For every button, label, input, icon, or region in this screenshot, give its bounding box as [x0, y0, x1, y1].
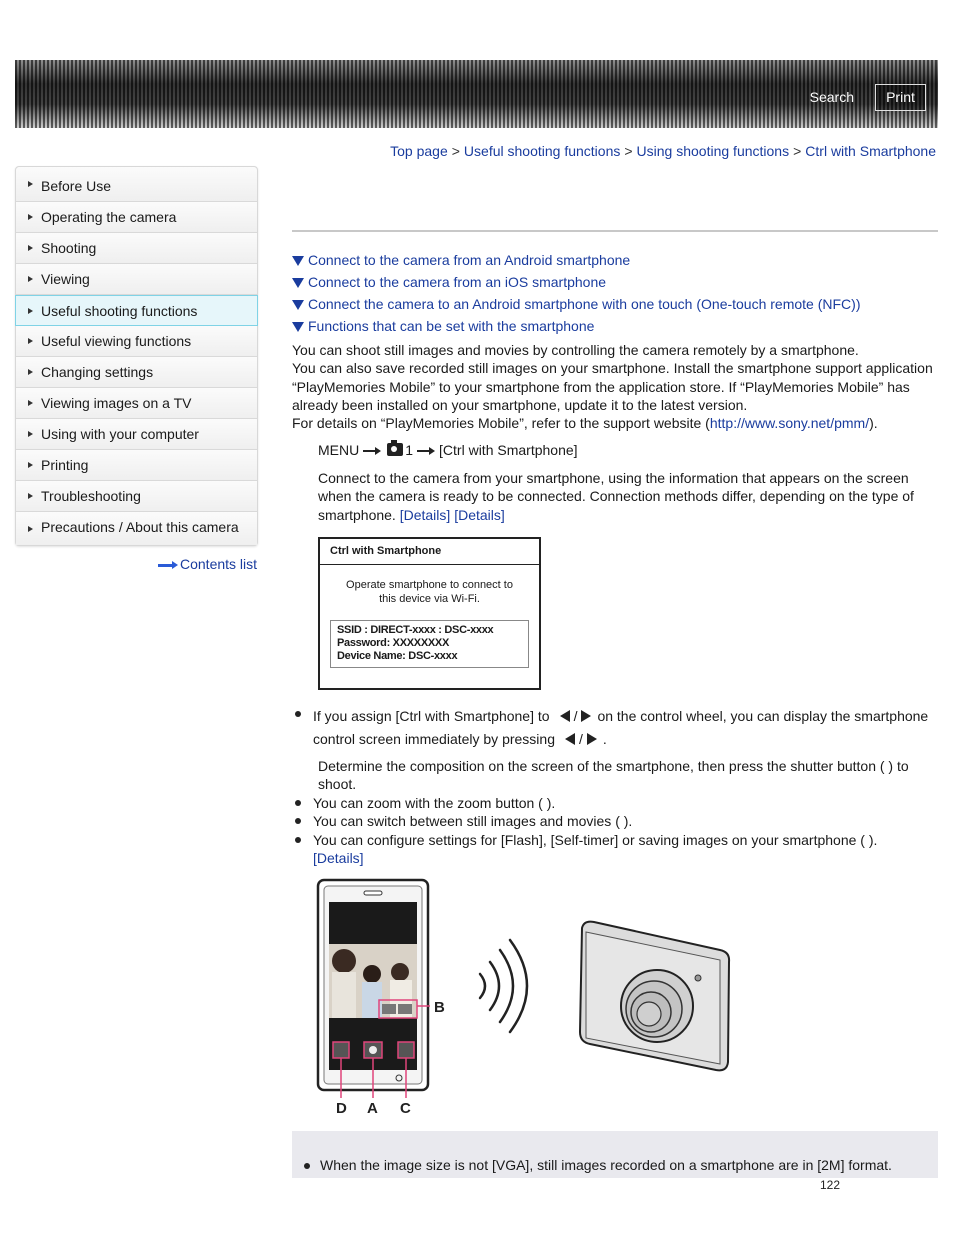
toc-item[interactable] [292, 274, 861, 296]
screen-message [320, 578, 539, 606]
label-b: B [434, 999, 445, 1016]
caret-right-icon [28, 400, 33, 406]
breadcrumb-ctrl-with-smartphone[interactable]: Ctrl with Smartphone [805, 143, 936, 159]
support-website-link[interactable]: http://www.sony.net/pmm/ [709, 415, 870, 432]
breadcrumb-useful-shooting-functions[interactable]: Useful shooting functions [463, 143, 621, 159]
intro-text: For details on “PlayMemories Mobile”, refer to the support website ( [292, 415, 710, 432]
header-bar [15, 60, 938, 128]
caret-right-icon [28, 369, 33, 375]
bullet-text: If you assign [Ctrl with Smartphone] to [313, 708, 550, 724]
smartphone-camera-illustration [312, 876, 742, 1121]
caret-right-icon [28, 276, 33, 282]
sidebar-item-using-with-your-computer[interactable] [16, 419, 257, 450]
caret-right-icon [28, 431, 33, 437]
triangle-down-icon [292, 278, 304, 288]
intro-line: You can also save recorded still images on your smartphone. Install the smartphone support application “PlayMemories Mobile” to your smartphone from the application store. If “PlayMemories Mobile” has already been installed on your smartphone, update it to the latest version. [292, 360, 933, 413]
toc-link[interactable]: Connect to the camera from an iOS smartphone [308, 274, 607, 290]
toc-item[interactable] [292, 252, 861, 274]
caret-right-icon [28, 526, 33, 532]
label-d: D [336, 1100, 347, 1117]
right-arrow-icon [581, 710, 591, 722]
toc-link[interactable]: Connect the camera to an Android smartphone with one touch (One-touch remote (NFC)) [308, 296, 861, 312]
wifi-signal-icon [480, 940, 527, 1032]
caret-right-icon [28, 462, 33, 468]
bullet-zoom [313, 794, 938, 812]
step-text: Determine the composition on the screen of the smartphone, then press the shutter button ( ) to shoot. [318, 758, 909, 793]
triangle-down-icon [292, 322, 304, 332]
sidebar-item-precautions[interactable] [16, 512, 257, 545]
toc-link[interactable]: Functions that can be set with the smartphone [308, 318, 595, 334]
screen-credentials [330, 620, 529, 668]
title-divider [292, 230, 938, 232]
sidebar-nav [15, 166, 258, 546]
sidebar-item-label: Precautions / About this camera [41, 519, 239, 535]
step-connect [318, 469, 938, 524]
label-a: A [367, 1100, 378, 1117]
contents-list-label[interactable]: Contents list [180, 556, 258, 572]
breadcrumb-separator: > [793, 143, 802, 159]
sidebar-item-printing[interactable] [16, 450, 257, 481]
bullet-text: on the control wheel, you can display the smartphone control screen immediately by pressing [313, 708, 929, 747]
caret-right-icon [28, 493, 33, 499]
sidebar-item-viewing[interactable] [16, 264, 257, 295]
slash-text: / [573, 708, 578, 724]
menu-label: MENU [318, 442, 360, 458]
sidebar-item-label: Using with your computer [41, 426, 199, 442]
sidebar-item-viewing-images-on-a-tv[interactable] [16, 388, 257, 419]
camera-icon [387, 443, 403, 456]
camera-screen-illustration [318, 537, 541, 690]
intro-line: You can shoot still images and movies by controlling the camera remotely by a smartphone. [292, 342, 859, 358]
sidebar-item-changing-settings[interactable] [16, 357, 257, 388]
digital-camera-icon [580, 922, 729, 1071]
left-arrow-icon [565, 733, 575, 745]
sidebar-item-label: Viewing [41, 271, 90, 287]
screen-message-line: Operate smartphone to connect to [346, 579, 513, 591]
arrow-right-icon [158, 561, 178, 569]
sidebar-item-shooting[interactable] [16, 233, 257, 264]
toc-item[interactable] [292, 296, 861, 318]
bullet-text: You can configure settings for [Flash], [Self-timer] or saving images on your smartphone ( ). [313, 832, 878, 848]
bullet-configure [313, 831, 938, 868]
toc-item[interactable] [292, 318, 861, 340]
sidebar-item-label: Printing [41, 457, 89, 473]
left-arrow-icon [560, 710, 570, 722]
sidebar-item-label: Useful viewing functions [41, 333, 192, 349]
screen-device-name: Device Name: DSC-xxxx [337, 650, 458, 662]
breadcrumb-separator: > [451, 143, 460, 159]
caret-right-icon [28, 308, 33, 314]
menu-item: [Ctrl with Smartphone] [439, 442, 578, 458]
breadcrumb-using-shooting-functions[interactable]: Using shooting functions [636, 143, 790, 159]
caret-right-icon [28, 245, 33, 251]
breadcrumb-separator: > [624, 143, 633, 159]
slash-text: / [579, 731, 583, 747]
contents-list-link[interactable] [158, 556, 257, 572]
sidebar-item-label: Operating the camera [41, 209, 177, 225]
sidebar-item-label: Before Use [41, 178, 112, 194]
caret-right-icon [28, 181, 33, 187]
step-menu-path [318, 441, 938, 459]
breadcrumb [390, 143, 936, 159]
sidebar-item-label: Viewing images on a TV [41, 395, 192, 411]
note-box [292, 1131, 938, 1178]
sidebar-item-label: Useful shooting functions [41, 303, 198, 319]
sidebar-item-operating-the-camera[interactable] [16, 202, 257, 233]
sidebar-item-useful-viewing-functions[interactable] [16, 326, 257, 357]
breadcrumb-top-page[interactable]: Top page [390, 143, 448, 159]
toc-link[interactable]: Connect to the camera from an Android smartphone [308, 252, 631, 268]
sidebar-item-before-use[interactable] [16, 167, 257, 202]
screen-title: Ctrl with Smartphone [320, 539, 539, 565]
label-c: C [400, 1100, 411, 1117]
sidebar-item-label: Shooting [41, 240, 97, 256]
print-button[interactable]: Print [875, 84, 926, 111]
details-link-android[interactable]: [Details] [399, 506, 451, 523]
intro-line [292, 414, 938, 432]
details-link-settings[interactable]: [Details] [313, 850, 364, 867]
right-arrow-icon [587, 733, 597, 745]
bullet-text: You can switch between still images and movies ( ). [313, 813, 633, 829]
screen-password: Password: XXXXXXXX [337, 637, 449, 649]
table-of-contents [292, 252, 861, 340]
sidebar-item-label: Changing settings [41, 364, 154, 380]
arrow-right-icon [417, 447, 435, 455]
intro-paragraph [292, 341, 938, 432]
caret-right-icon [28, 338, 33, 344]
caret-right-icon [28, 214, 33, 220]
screen-message-line: this device via Wi-Fi. [379, 593, 480, 605]
screen-ssid: SSID : DIRECT-xxxx : DSC-xxxx [337, 624, 494, 636]
bullet-switch-mode [313, 812, 938, 830]
page-number: 122 [820, 1178, 841, 1192]
bullet-text: . [602, 731, 607, 747]
bullet-text: You can zoom with the zoom button ( ). [313, 795, 556, 811]
intro-text: ). [869, 415, 878, 432]
arrow-right-icon [363, 447, 381, 455]
search-link[interactable]: Search [809, 89, 854, 105]
step-shoot [318, 757, 938, 794]
triangle-down-icon [292, 256, 304, 266]
bullet-assign-control-wheel [313, 705, 938, 751]
sidebar-item-troubleshooting[interactable] [16, 481, 257, 512]
menu-tab-number: 1 [405, 442, 414, 458]
sidebar-item-label: Troubleshooting [41, 488, 141, 504]
details-link-ios[interactable]: [Details] [454, 506, 505, 523]
triangle-down-icon [292, 300, 304, 310]
step-text: Connect to the camera from your smartphone, using the information that appears on the screen when the camera is ready to be connected. Connection methods differ, depending on the type of smartphone. [318, 470, 914, 523]
note-item: When the image size is not [VGA], still images recorded on a smartphone are in [2M] format. [320, 1157, 892, 1173]
sidebar-item-useful-shooting-functions[interactable] [15, 295, 258, 326]
